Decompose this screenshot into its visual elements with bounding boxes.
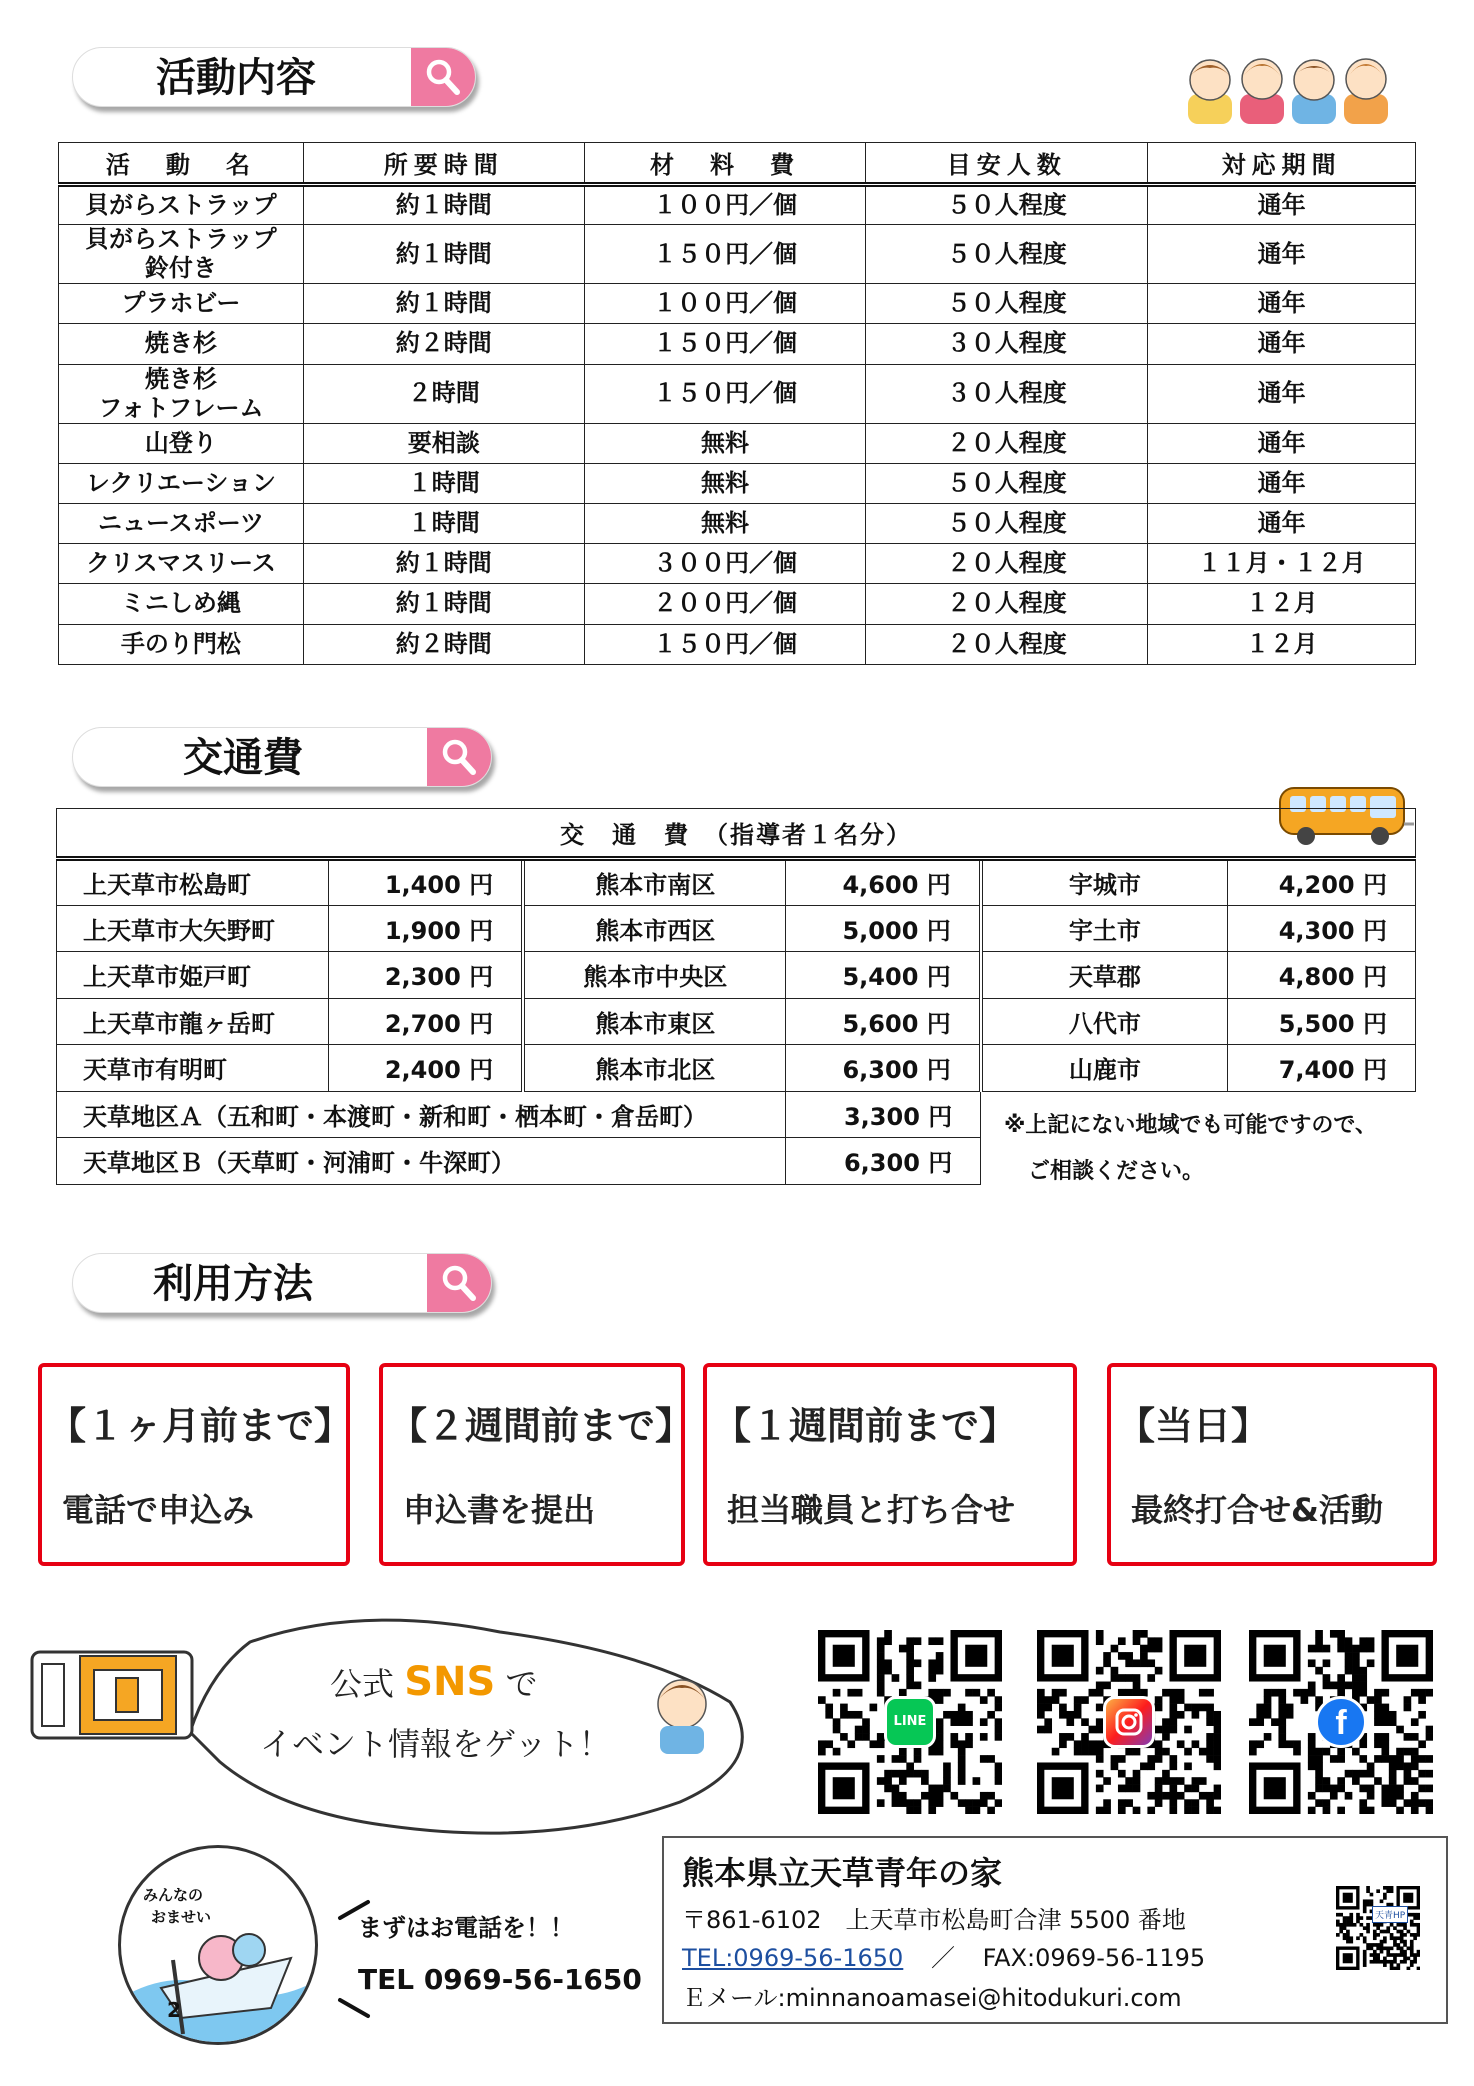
activity-material-cost: ３００円／個: [584, 544, 866, 584]
area-name: 熊本市東区: [523, 998, 786, 1045]
transport-row: [57, 952, 1416, 999]
activity-period: 通年: [1148, 284, 1416, 324]
activity-duration: １時間: [303, 463, 584, 503]
step-1-week-before: [703, 1363, 1077, 1566]
activity-period: １２月: [1148, 624, 1416, 664]
address: 〒861-6102 上天草市松島町合津 5500 番地: [682, 1906, 1186, 1934]
area-fare: 5,500 円: [1228, 998, 1416, 1045]
activity-duration: ２時間: [303, 364, 584, 423]
activity-duration: 約１時間: [303, 225, 584, 284]
activity-name: 焼き杉 フォトフレーム: [59, 364, 304, 423]
activity-period: 通年: [1148, 225, 1416, 284]
area-name: 天草地区Ａ（五和町・本渡町・新和町・栖本町・倉岳町）: [57, 1091, 786, 1138]
activity-capacity: ５０人程度: [866, 185, 1148, 225]
activity-row: [59, 463, 1416, 503]
area-fare: 7,400 円: [1228, 1045, 1416, 1092]
sns-message: [260, 1652, 680, 1774]
activity-capacity: ２０人程度: [866, 584, 1148, 624]
transport-header: 交 通 費 （指導者１名分）: [57, 809, 1416, 859]
activity-period: 通年: [1148, 463, 1416, 503]
step-1-month-before: [38, 1363, 353, 1566]
activity-row: [59, 544, 1416, 584]
activity-duration: 約１時間: [303, 544, 584, 584]
instagram-icon: [1103, 1696, 1155, 1748]
step-body: 申込書を提出: [403, 1491, 596, 1529]
activity-capacity: ５０人程度: [866, 225, 1148, 284]
area-name: 宇城市: [981, 859, 1228, 906]
step-title: 【当日】: [1117, 1404, 1270, 1448]
activity-name: 山登り: [59, 423, 304, 463]
sns-line-1: 公式 SNS で: [330, 1659, 538, 1705]
area-name: 上天草市姫戸町: [57, 952, 329, 999]
section-header-transport: [72, 727, 492, 787]
area-fare: 2,700 円: [328, 998, 523, 1045]
activity-material-cost: ２００円／個: [584, 584, 866, 624]
area-name: 上天草市龍ヶ岳町: [57, 998, 329, 1045]
area-name: 山鹿市: [981, 1045, 1228, 1092]
col-header-period: 対応期間: [1148, 143, 1416, 185]
transport-row: [57, 905, 1416, 952]
activity-material-cost: １５０円／個: [584, 624, 866, 664]
area-name: 熊本市中央区: [523, 952, 786, 999]
area-fare: 5,000 円: [786, 905, 981, 952]
note-line-2: ご相談ください。: [1028, 1159, 1205, 1184]
col-header-material-cost: 材 料 費: [584, 143, 866, 185]
activities-table: [58, 142, 1416, 665]
transport-header-row: [57, 809, 1416, 859]
children-illustration: [1180, 52, 1410, 132]
email[interactable]: Ｅメール:minnanoamasei@hitodukuri.com: [682, 1984, 1182, 2012]
activity-material-cost: 無料: [584, 423, 866, 463]
search-icon[interactable]: [411, 48, 475, 107]
activity-period: １１月・１２月: [1148, 544, 1416, 584]
area-fare: 4,300 円: [1228, 905, 1416, 952]
area-name: 熊本市西区: [523, 905, 786, 952]
activity-duration: 約１時間: [303, 284, 584, 324]
activity-name: プラホビー: [59, 284, 304, 324]
sns-highlight: SNS: [404, 1659, 496, 1705]
step-title: 【１ヶ月前まで】: [48, 1404, 353, 1448]
facebook-icon: f: [1315, 1696, 1367, 1748]
contact-box: [662, 1836, 1448, 2024]
activity-material-cost: １５０円／個: [584, 324, 866, 364]
transport-note: [1004, 1103, 1377, 1195]
note-line-1: ※上記にない地域でも可能ですので、: [1004, 1113, 1377, 1138]
activity-row: [59, 584, 1416, 624]
area-name: 宇土市: [981, 905, 1228, 952]
activity-capacity: ３０人程度: [866, 324, 1148, 364]
section-header-usage: [72, 1253, 492, 1313]
area-name: 天草地区Ｂ（天草町・河浦町・牛深町）: [57, 1138, 786, 1185]
area-fare: 6,300 円: [786, 1138, 981, 1185]
activity-duration: 要相談: [303, 423, 584, 463]
activity-material-cost: １００円／個: [584, 185, 866, 225]
activity-name: レクリエーション: [59, 463, 304, 503]
activity-material-cost: １５０円／個: [584, 225, 866, 284]
area-fare: 1,900 円: [328, 905, 523, 952]
call-tel: TEL 0969-56-1650: [358, 1963, 642, 1996]
step-body: 最終打合せ&活動: [1131, 1491, 1383, 1529]
call-text: まずはお電話を！！: [358, 1914, 574, 1942]
activity-row: [59, 503, 1416, 543]
activity-duration: 約１時間: [303, 185, 584, 225]
activity-name: 貝がらストラップ: [59, 185, 304, 225]
mascot-text-1: みんなの: [143, 1886, 204, 1904]
activity-row: [59, 284, 1416, 324]
activity-name: 焼き杉: [59, 324, 304, 364]
area-name: 熊本市南区: [523, 859, 786, 906]
area-fare: 2,400 円: [328, 1045, 523, 1092]
activity-period: 通年: [1148, 423, 1416, 463]
line-icon: LINE: [884, 1696, 936, 1748]
activity-row: [59, 225, 1416, 284]
activity-period: 通年: [1148, 503, 1416, 543]
area-fare: 5,600 円: [786, 998, 981, 1045]
area-fare: 1,400 円: [328, 859, 523, 906]
tel-link[interactable]: TEL:0969-56-1650: [682, 1944, 904, 1972]
section-title-transport: 交通費: [183, 735, 303, 781]
mascot-logo: [118, 1845, 318, 2045]
area-fare: 5,400 円: [786, 952, 981, 999]
area-fare: 6,300 円: [786, 1045, 981, 1092]
activity-name: 手のり門松: [59, 624, 304, 664]
activity-material-cost: 無料: [584, 503, 866, 543]
call-message: [358, 1908, 642, 1996]
search-icon[interactable]: [427, 728, 491, 787]
step-body: 電話で申込み: [62, 1491, 255, 1529]
activity-row: [59, 624, 1416, 664]
section-title-usage: 利用方法: [153, 1261, 313, 1307]
transport-row: [57, 1045, 1416, 1092]
activity-duration: 約２時間: [303, 624, 584, 664]
activity-capacity: ２０人程度: [866, 423, 1148, 463]
facebook-qr-code[interactable]: [1249, 1630, 1433, 1814]
facility-name: 熊本県立天草青年の家: [682, 1854, 1003, 1892]
activity-row: [59, 185, 1416, 225]
area-fare: 3,300 円: [786, 1091, 981, 1138]
transport-row: [57, 859, 1416, 906]
activity-duration: 約２時間: [303, 324, 584, 364]
activity-name: ミニしめ縄: [59, 584, 304, 624]
activity-material-cost: １００円／個: [584, 284, 866, 324]
area-name: 天草郡: [981, 952, 1228, 999]
activity-row: [59, 324, 1416, 364]
activity-capacity: ２０人程度: [866, 624, 1148, 664]
area-fare: 4,200 円: [1228, 859, 1416, 906]
activity-capacity: ５０人程度: [866, 503, 1148, 543]
activity-period: 通年: [1148, 185, 1416, 225]
search-icon[interactable]: [427, 1254, 491, 1313]
activity-capacity: ５０人程度: [866, 463, 1148, 503]
line-qr-code[interactable]: [818, 1630, 1002, 1814]
activity-period: １２月: [1148, 584, 1416, 624]
step-body: 担当職員と打ち合せ: [727, 1491, 1016, 1529]
step-same-day: [1107, 1363, 1437, 1566]
activity-capacity: ２０人程度: [866, 544, 1148, 584]
activity-name: クリスマスリース: [59, 544, 304, 584]
area-name: 上天草市大矢野町: [57, 905, 329, 952]
activities-header-row: [59, 143, 1416, 185]
activity-duration: 約１時間: [303, 584, 584, 624]
col-header-capacity: 目安人数: [866, 143, 1148, 185]
area-fare: 2,300 円: [328, 952, 523, 999]
col-header-name: 活 動 名: [59, 143, 304, 185]
step-2-weeks-before: [379, 1363, 694, 1566]
area-name: 八代市: [981, 998, 1228, 1045]
section-title-activities: 活動内容: [156, 55, 316, 101]
activity-material-cost: １５０円／個: [584, 364, 866, 423]
activity-capacity: ５０人程度: [866, 284, 1148, 324]
area-name: 上天草市松島町: [57, 859, 329, 906]
mascot-number: 2: [167, 1998, 181, 2022]
area-fare: 4,600 円: [786, 859, 981, 906]
instagram-qr-code[interactable]: [1037, 1630, 1221, 1814]
step-title: 【２週間前まで】: [389, 1404, 694, 1448]
activity-name: ニュースポーツ: [59, 503, 304, 543]
transport-row: [57, 998, 1416, 1045]
activity-period: 通年: [1148, 324, 1416, 364]
area-fare: 4,800 円: [1228, 952, 1416, 999]
homepage-qr-code[interactable]: [1336, 1886, 1420, 1970]
fax-number: FAX:0969-56-1195: [982, 1944, 1206, 1972]
col-header-duration: 所要時間: [303, 143, 584, 185]
activity-row: [59, 364, 1416, 423]
activity-capacity: ３０人程度: [866, 364, 1148, 423]
contact-tel-fax: TEL:0969-56-1650 ／ FAX:0969-56-1195: [682, 1944, 1206, 1972]
activity-duration: １時間: [303, 503, 584, 543]
activity-row: [59, 423, 1416, 463]
area-name: 天草市有明町: [57, 1045, 329, 1092]
area-name: 熊本市北区: [523, 1045, 786, 1092]
homepage-qr-tag: 天青HP: [1372, 1906, 1408, 1923]
sns-line-2: イベント情報をゲット！: [260, 1725, 611, 1763]
section-header-activities: [72, 47, 476, 107]
mascot-text-2: おませい: [151, 1908, 212, 1926]
activity-period: 通年: [1148, 364, 1416, 423]
activity-name: 貝がらストラップ 鈴付き: [59, 225, 304, 284]
step-title: 【１週間前まで】: [713, 1404, 1018, 1448]
activity-material-cost: 無料: [584, 463, 866, 503]
